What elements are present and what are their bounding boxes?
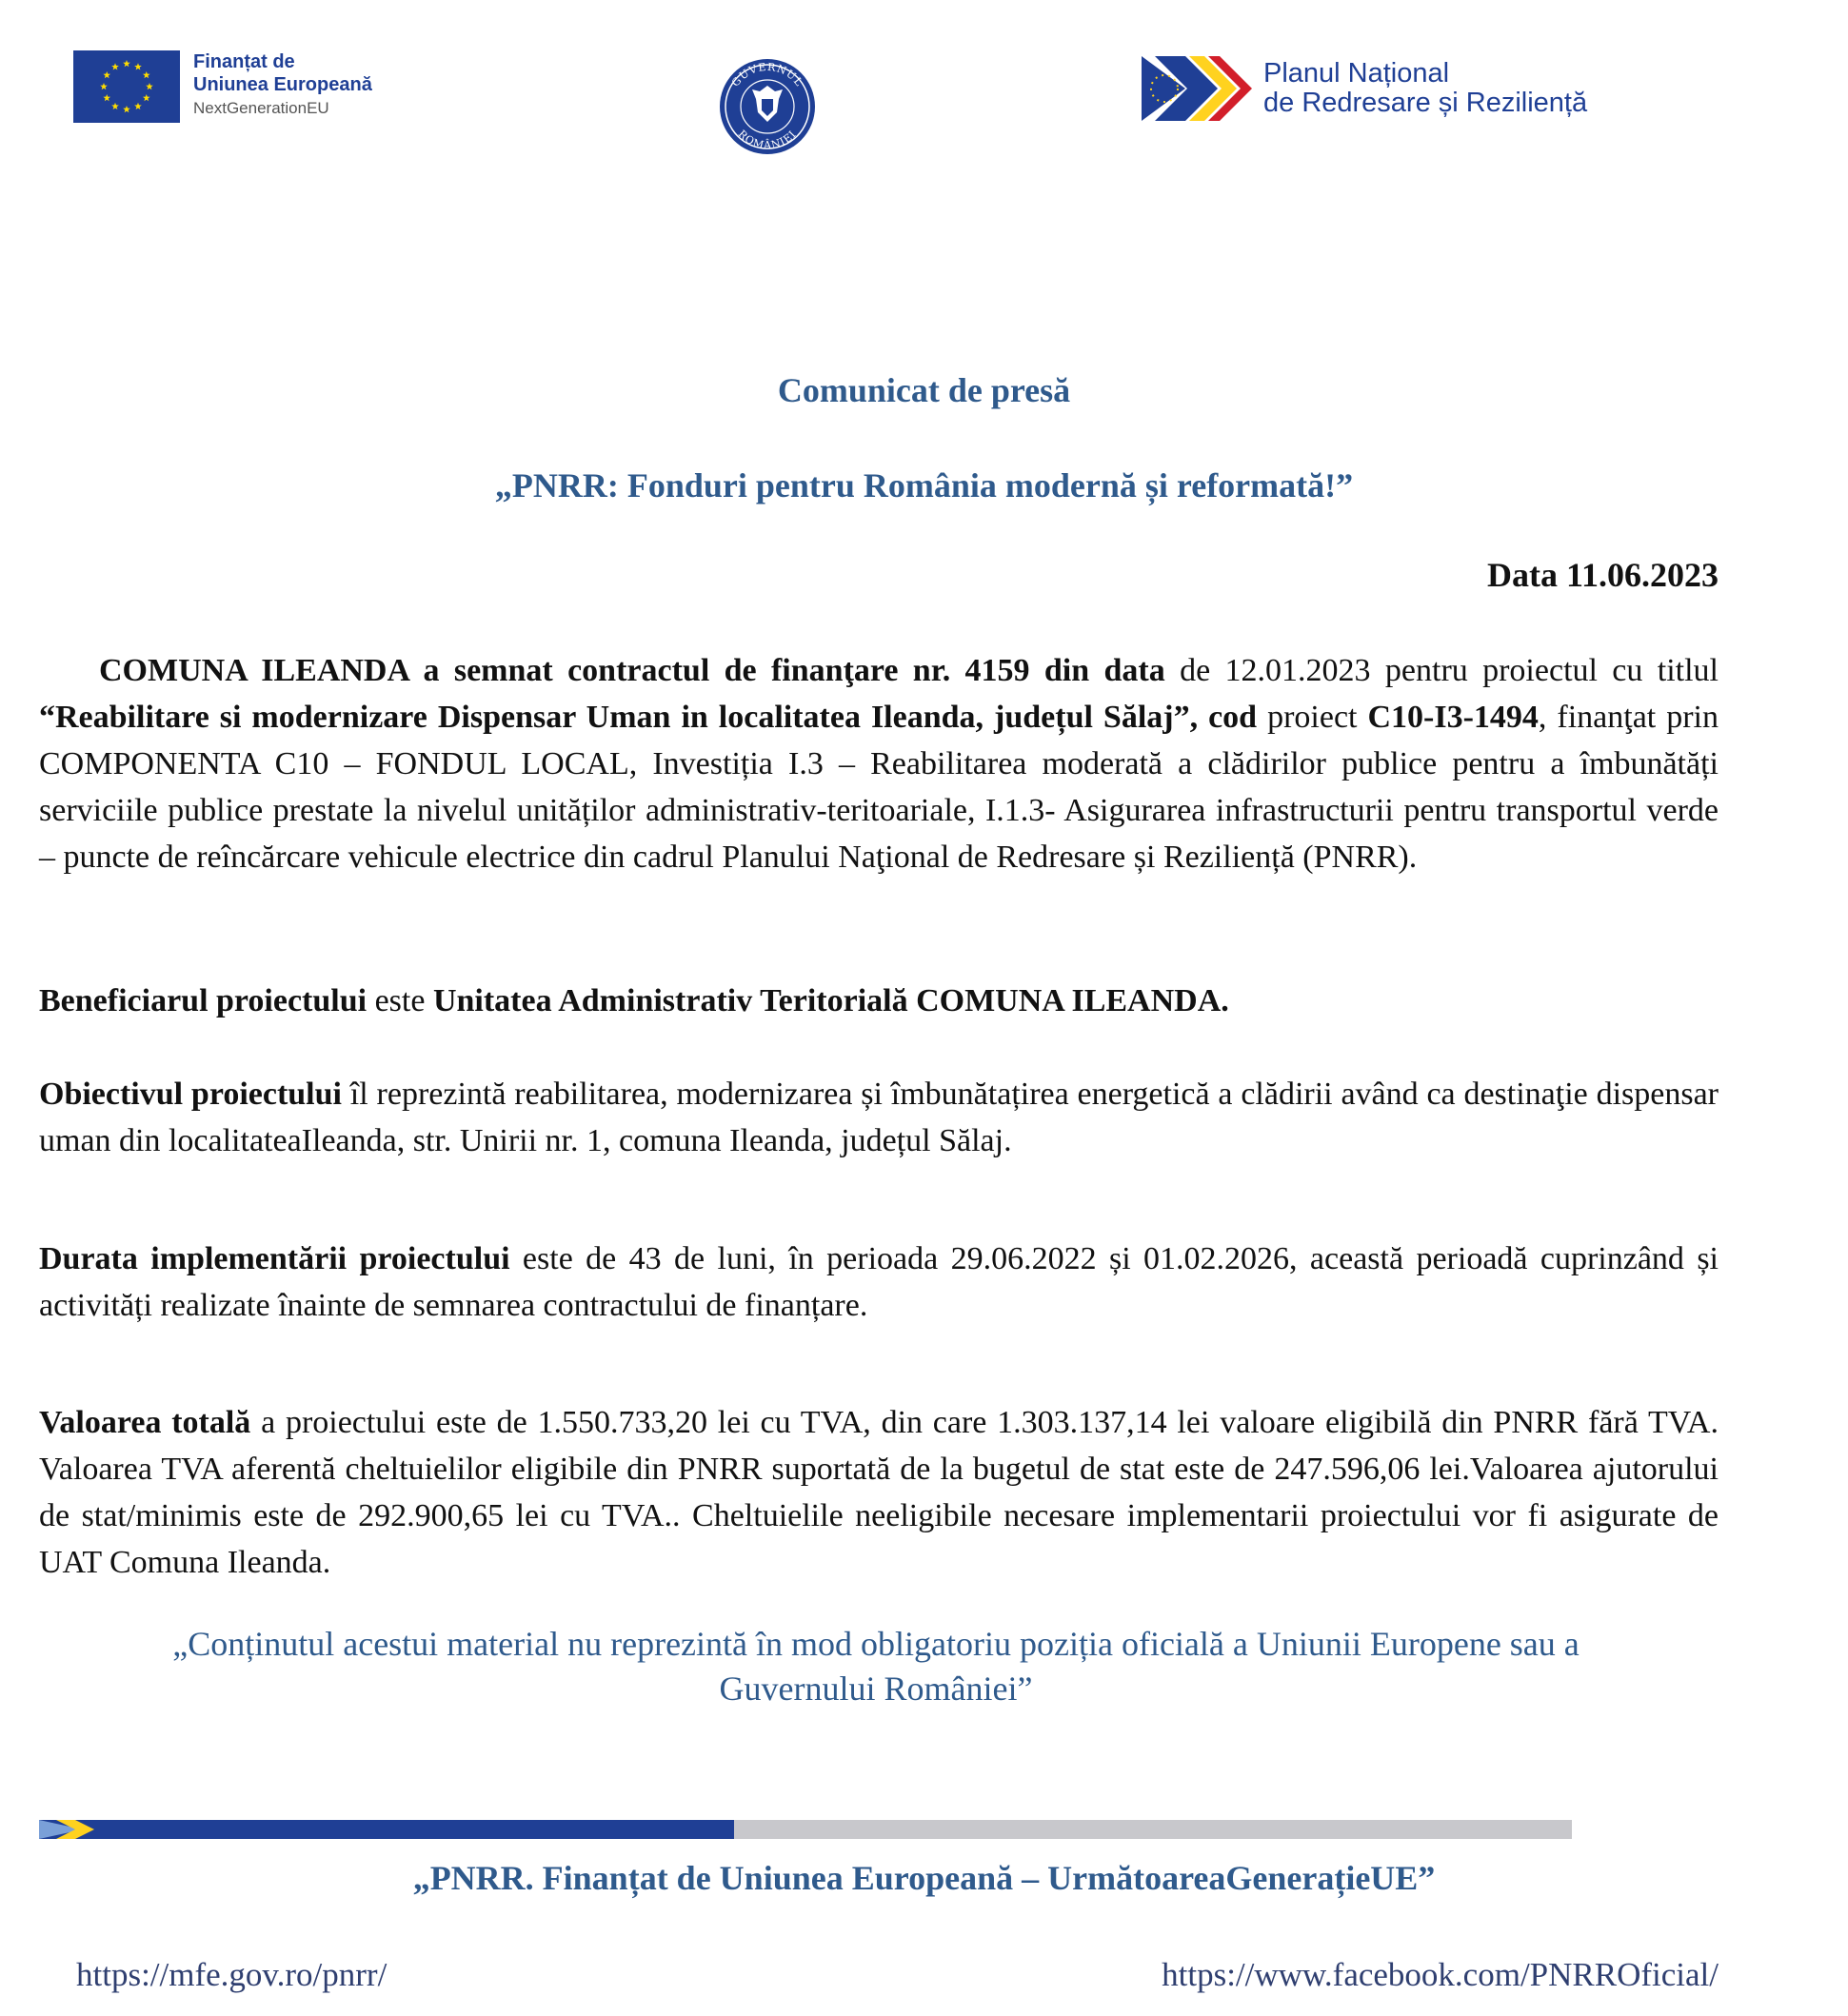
objective-label: Obiectivul proiectului — [39, 1077, 342, 1112]
eu-logo-line2: Uniunea Europeană — [193, 74, 372, 95]
eu-star-icon — [111, 63, 119, 69]
beneficiary-name: Unitatea Administrativ Teritorială COMUNA ILEANDA. — [432, 983, 1229, 1018]
duration-label: Durata implementării proiectului — [39, 1241, 510, 1276]
eu-star-icon — [111, 103, 119, 109]
eu-logo-text — [193, 50, 372, 121]
eu-star-icon — [146, 83, 153, 89]
footer-slogan: „PNRR. Finanțat de Uniunea Europeană – UrmătoareaGenerațieUE” — [412, 1859, 1436, 1897]
svg-text:ROMÂNIEI: ROMÂNIEI — [735, 128, 800, 152]
paragraph-contract — [39, 647, 1719, 880]
project-code-label: proiect — [1257, 700, 1368, 735]
eu-star-icon — [143, 94, 150, 101]
eu-flag-icon — [73, 50, 180, 123]
paragraph-value — [39, 1399, 1719, 1586]
eu-logo-line1: Finanțat de — [193, 51, 295, 72]
eu-star-icon — [123, 106, 130, 112]
eu-star-icon — [143, 71, 150, 78]
svg-text:GUVERNUL: GUVERNUL — [728, 60, 806, 89]
eu-star-icon — [103, 94, 110, 101]
eu-star-icon — [134, 103, 142, 109]
pnrr-logo-line1: Planul Național — [1263, 58, 1450, 89]
footer-divider-bar — [39, 1818, 1572, 1841]
beneficiary-connector: este — [367, 983, 433, 1018]
eu-star-icon — [134, 63, 142, 69]
contract-date-text: de 12.01.2023 pentru proiectul cu titlul — [1164, 653, 1719, 688]
pnrr-logo-text — [1263, 59, 1587, 118]
page-title: Comunicat de presă — [777, 371, 1071, 409]
contract-intro: COMUNA ILEANDA a semnat contractul de finanţare nr. 4159 din data — [99, 653, 1165, 688]
romanian-government-seal-icon — [718, 57, 817, 156]
disclaimer-line2: Guvernului României” — [719, 1670, 1033, 1708]
pnrr-logo-line2: de Redresare și Reziliență — [1263, 88, 1588, 118]
objective-text: îl reprezintă reabilitarea, modernizarea și îmbunătațirea energetică a clădirii având ca destinaţie dispensar uman din localitateaIleanda, str. Unirii nr. 1, comuna Ileanda, județul Sălaj. — [39, 1077, 1719, 1158]
beneficiary-label: Beneficiarul proiectului — [39, 983, 368, 1018]
eu-funding-logo — [73, 50, 372, 123]
value-text: a proiectului este de 1.550.733,20 lei cu TVA, din care 1.303.137,14 lei valoare eligibilă din PNRR fără TVA. Valoarea TVA aferentă cheltuielilor eligibile din PNRR suportată de la bugetul de stat este de 247.596,06 lei.Valoarea ajutorului de stat/minimis este de 292.900,65 lei cu TVA.. Cheltuielile neeligibile necesare implementarii proiectului vor fi asigurate de UAT Comuna Ileanda. — [39, 1405, 1719, 1580]
paragraph-beneficiary — [39, 978, 1719, 1024]
eu-star-icon — [100, 83, 108, 89]
financing-details: , finanţat prin COMPONENTA C10 – FONDUL LOCAL, Investiția I.3 – Reabilitarea moderată a clădirilor publice pentru a îmbunătăți serviciile publice prestate la nivelul unităților administrativ-teritoariale, I.1.3- Asigurarea infrastructurii pentru transportul verde – puncte de reîncărcare vehicule electrice din cadrul Planului Naţional de Redresare și Reziliență (PNRR). — [39, 700, 1719, 875]
eu-star-icon — [123, 60, 130, 67]
project-title: “Reabilitare si modernizare Dispensar Uman in localitatea Ileanda, județul Sălaj”, cod — [39, 700, 1258, 735]
value-label: Valoarea totală — [39, 1405, 251, 1440]
eu-disclaimer — [38, 1622, 1714, 1711]
pnrr-chevrons-icon — [1142, 56, 1252, 121]
disclaimer-line1: „Conținutul acestui material nu reprezintă în mod obligatoriu poziția oficială a Uniunii Europene sau a — [172, 1625, 1580, 1663]
document-date: Data 11.06.2023 — [1487, 556, 1719, 594]
paragraph-objective — [39, 1071, 1719, 1164]
facebook-pnrr-link[interactable]: https://www.facebook.com/PNRROficial/ — [1162, 1956, 1719, 1993]
project-code: C10-I3-1494 — [1367, 700, 1539, 735]
mfe-pnrr-link[interactable]: https://mfe.gov.ro/pnrr/ — [76, 1956, 387, 1993]
paragraph-duration — [39, 1235, 1719, 1329]
pnrr-logo — [1142, 56, 1587, 121]
eu-star-icon — [103, 71, 110, 78]
eu-logo-line3: NextGenerationEU — [193, 99, 329, 117]
duration-text: este de 43 de luni, în perioada 29.06.2022 și 01.02.2026, această perioadă cuprinzând și activități realizate înainte de semnarea contractului de finanțare. — [39, 1241, 1719, 1323]
page-subtitle: „PNRR: Fonduri pentru România modernă și reformată!” — [494, 466, 1354, 504]
